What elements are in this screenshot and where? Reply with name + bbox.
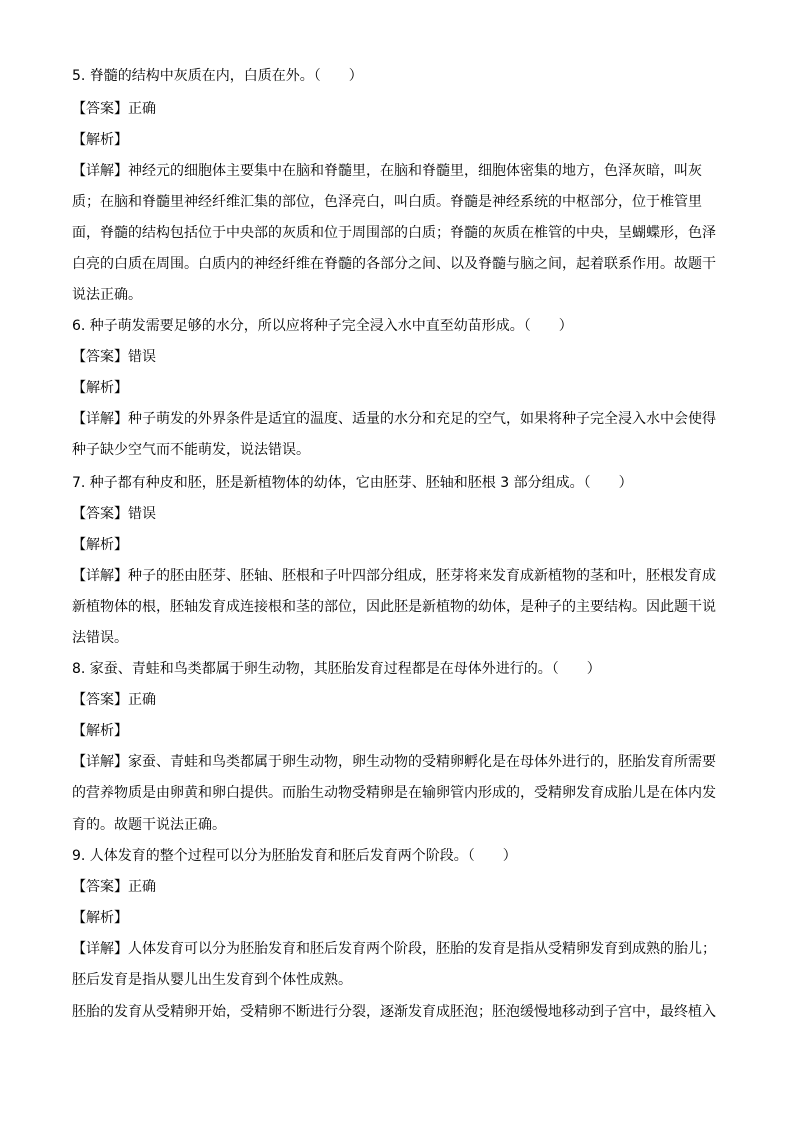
question-8-analysis-label: 【解析】 bbox=[72, 723, 128, 739]
question-5-detail-line-2: 质；在脑和脊髓里神经纤维汇集的部位，色泽亮白，叫白质。脊髓是神经系统的中枢部分，位于椎管里 bbox=[72, 194, 702, 210]
question-6-answer bbox=[72, 347, 722, 367]
question-9-detail-line-3: 胚胎的发育从受精卵开始，受精卵不断进行分裂，逐渐发育成胚泡；胚泡缓慢地移动到子宫中，最终植入 bbox=[72, 1004, 716, 1020]
answer-tag: 【答案】 bbox=[72, 879, 128, 895]
question-5-detail-line-1: 【详解】神经元的细胞体主要集中在脑和脊髓里，在脑和脊髓里，细胞体密集的地方，色泽灰暗，叫灰 bbox=[72, 163, 702, 179]
question-7-title: 7. 种子都有种皮和胚，胚是新植物体的幼体，它由胚芽、胚轴和胚根 3 部分组成。（ ） bbox=[72, 475, 633, 491]
question-7-analysis-label: 【解析】 bbox=[72, 537, 128, 553]
question-9-detail-line-1: 【详解】人体发育可以分为胚胎发育和胚后发育两个阶段，胚胎的发育是指从受精卵发育到成熟的胎儿； bbox=[72, 941, 716, 957]
question-6-detail-line-1: 【详解】种子萌发的外界条件是适宜的温度、适量的水分和充足的空气，如果将种子完全浸入水中会使得 bbox=[72, 411, 716, 427]
question-7-answer bbox=[72, 504, 722, 524]
question-9-detail-line-2: 胚后发育是指从婴儿出生发育到个体性成熟。 bbox=[72, 972, 352, 988]
question-5-answer bbox=[72, 99, 722, 119]
question-8-title: 8. 家蚕、青蛙和鸟类都属于卵生动物，其胚胎发育过程都是在母体外进行的。（ ） bbox=[72, 661, 601, 677]
question-8-answer bbox=[72, 690, 722, 710]
question-5-title: 5. 脊髓的结构中灰质在内，白质在外。（ ） bbox=[72, 68, 363, 84]
question-9-answer bbox=[72, 877, 722, 897]
answer-value: 错误 bbox=[128, 506, 156, 522]
question-5-detail-line-4: 白亮的白质在周围。白质内的神经纤维在脊髓的各部分之间、以及脊髓与脑之间，起着联系作用。故题干 bbox=[72, 256, 716, 272]
answer-value: 正确 bbox=[128, 879, 156, 895]
answer-tag: 【答案】 bbox=[72, 349, 128, 365]
answer-tag: 【答案】 bbox=[72, 506, 128, 522]
question-8-detail-line-2: 的营养物质是由卵黄和卵白提供。而胎生动物受精卵是在输卵管内形成的，受精卵发育成胎儿是在体内发 bbox=[72, 785, 716, 801]
question-7-detail-line-3: 法错误。 bbox=[72, 630, 128, 646]
question-5-analysis-label: 【解析】 bbox=[72, 132, 128, 148]
question-6-title: 6. 种子萌发需要足够的水分，所以应将种子完全浸入水中直至幼苗形成。（ ） bbox=[72, 318, 573, 334]
answer-value: 正确 bbox=[128, 692, 156, 708]
answer-tag: 【答案】 bbox=[72, 692, 128, 708]
question-8-detail-line-1: 【详解】家蚕、青蛙和鸟类都属于卵生动物，卵生动物的受精卵孵化是在母体外进行的，胚胎发育所需要 bbox=[72, 754, 716, 770]
answer-value: 正确 bbox=[128, 101, 156, 117]
question-6-detail-line-2: 种子缺少空气而不能萌发，说法错误。 bbox=[72, 442, 310, 458]
question-9-analysis-label: 【解析】 bbox=[72, 910, 128, 926]
question-6-analysis-label: 【解析】 bbox=[72, 380, 128, 396]
question-8-detail-line-3: 育的。故题干说法正确。 bbox=[72, 817, 226, 833]
answer-value: 错误 bbox=[128, 349, 156, 365]
question-5-detail-line-5: 说法正确。 bbox=[72, 287, 142, 303]
question-5-detail-line-3: 面，脊髓的结构包括位于中央部的灰质和位于周围部的白质；脊髓的灰质在椎管的中央，呈蝴蝶形，色泽 bbox=[72, 225, 716, 241]
answer-tag: 【答案】 bbox=[72, 101, 128, 117]
question-7-detail-line-1: 【详解】种子的胚由胚芽、胚轴、胚根和子叶四部分组成，胚芽将来发育成新植物的茎和叶，胚根发育成 bbox=[72, 568, 716, 584]
question-9-title: 9. 人体发育的整个过程可以分为胚胎发育和胚后发育两个阶段。（ ） bbox=[72, 848, 517, 864]
question-7-detail-line-2: 新植物体的根，胚轴发育成连接根和茎的部位，因此胚是新植物的幼体，是种子的主要结构。因此题干说 bbox=[72, 599, 716, 615]
